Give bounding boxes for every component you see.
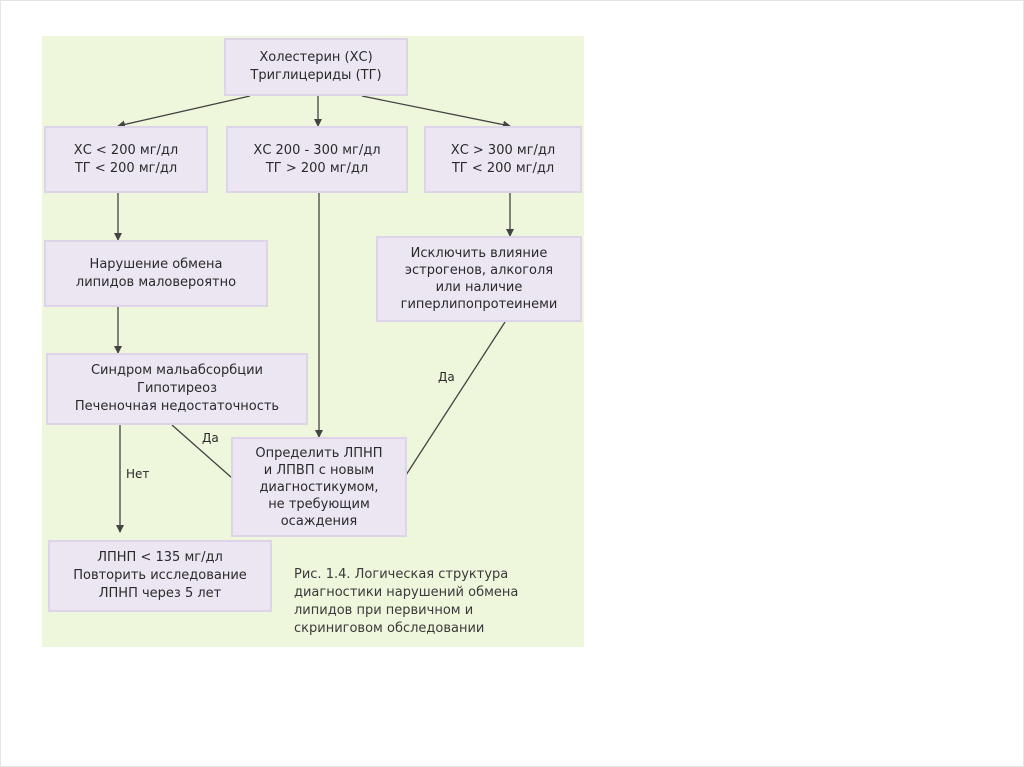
box-line: или наличие bbox=[435, 280, 523, 295]
box-line: ХС 200 - 300 мг/дл bbox=[253, 142, 381, 158]
box-line: не требующим bbox=[268, 496, 370, 512]
box-medium-levels bbox=[226, 126, 408, 193]
box-line: Триглицериды (ТГ) bbox=[250, 68, 382, 83]
box-line: ЛПНП через 5 лет bbox=[98, 586, 222, 601]
box-line: ХС > 300 мг/дл bbox=[450, 142, 556, 158]
box-line: липидов маловероятно bbox=[75, 274, 237, 290]
box-line: Нарушение обмена bbox=[89, 256, 223, 272]
box-line: ЛПНП < 135 мг/дл bbox=[97, 550, 223, 565]
label-yes-right: Да bbox=[438, 370, 455, 384]
box-line: Синдром мальабсорбции bbox=[90, 363, 263, 378]
caption-line: скриниговом обследовании bbox=[294, 621, 485, 636]
box-line: Повторить исследование bbox=[73, 568, 247, 583]
box-line: ХС < 200 мг/дл bbox=[73, 142, 179, 158]
box-determine-ldl-hdl bbox=[231, 437, 407, 537]
arrow-root-to-low bbox=[118, 96, 250, 126]
box-line: Исключить влияние bbox=[410, 246, 548, 261]
label-no: Нет bbox=[126, 467, 150, 481]
caption-line: Рис. 1.4. Логическая структура bbox=[294, 567, 509, 582]
box-disorder-unlikely bbox=[44, 240, 268, 307]
box-syndromes bbox=[46, 353, 308, 425]
box-low-levels bbox=[44, 126, 208, 193]
box-line: ТГ > 200 мг/дл bbox=[265, 160, 369, 176]
box-line: и ЛПВП с новым bbox=[263, 462, 375, 478]
label-yes-left: Да bbox=[202, 431, 219, 445]
line-exclude-to-determine bbox=[406, 322, 505, 475]
box-line: осаждения bbox=[280, 513, 358, 529]
box-line: Печеночная недостаточность bbox=[74, 399, 280, 414]
box-line: ТГ < 200 мг/дл bbox=[451, 160, 555, 176]
box-line: Холестерин (ХС) bbox=[259, 50, 373, 65]
box-exclude-influence bbox=[376, 236, 582, 322]
box-line: гиперлипопротеинеми bbox=[400, 297, 558, 312]
box-line: ТГ < 200 мг/дл bbox=[74, 160, 178, 176]
arrow-root-to-high bbox=[362, 96, 510, 126]
box-line: Определить ЛПНП bbox=[255, 445, 383, 461]
box-line: эстрогенов, алкоголя bbox=[404, 263, 554, 278]
box-ldl-result bbox=[48, 540, 272, 612]
box-line: Гипотиреоз bbox=[137, 381, 217, 396]
box-high-levels bbox=[424, 126, 582, 193]
caption-line: диагностики нарушений обмена bbox=[294, 585, 519, 600]
box-cholesterol-triglycerides bbox=[224, 38, 408, 96]
caption-line: липидов при первичном и bbox=[294, 603, 474, 618]
figure-caption bbox=[294, 566, 584, 638]
box-line: диагностикумом, bbox=[259, 479, 379, 495]
